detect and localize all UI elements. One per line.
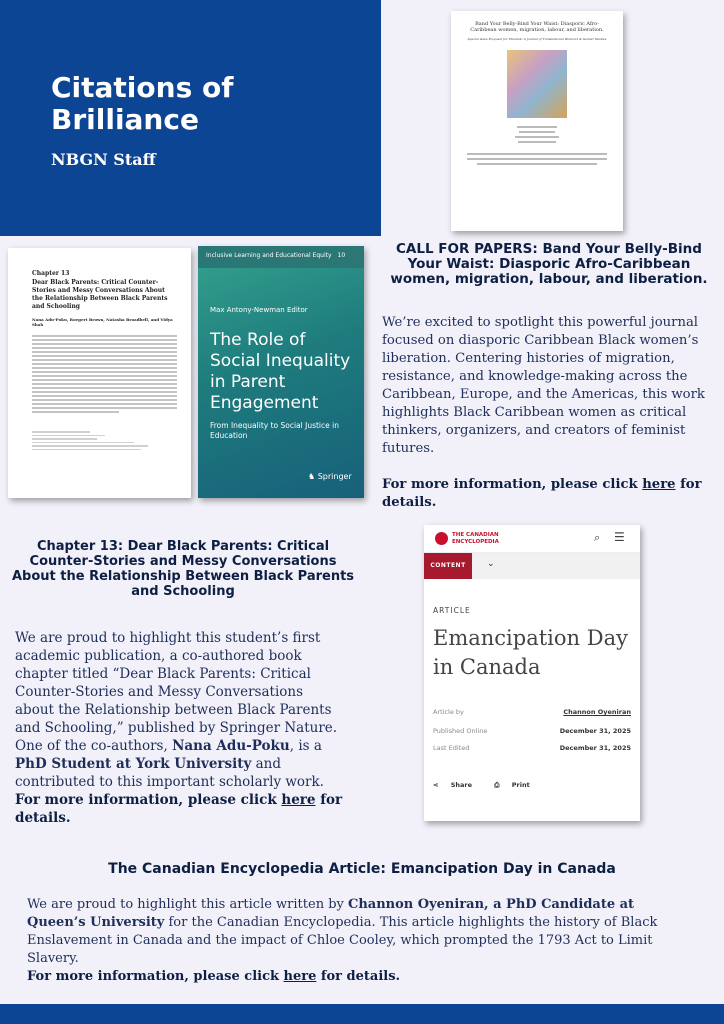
- encyclopedia-more-prefix: For more information, please click: [27, 969, 284, 984]
- published-label: Published Online: [433, 727, 488, 735]
- encyclopedia-heading: The Canadian Encyclopedia Article: Emancipation Day in Canada: [108, 861, 616, 877]
- chevron-down-icon: ⌄: [487, 559, 495, 569]
- logo-line-2: ENCYCLOPEDIA: [452, 538, 499, 545]
- cfp-heading: CALL FOR PAPERS: Band Your Belly-Bind Your Waist: Diasporic Afro-Caribbean women, migration, labour, and liberation.: [390, 241, 708, 287]
- chapter-here-link[interactable]: here: [281, 792, 316, 808]
- meta-published: [433, 727, 631, 735]
- byline: NBGN Staff: [51, 150, 156, 169]
- print-icon: ⎙: [494, 781, 500, 789]
- cfp-more-info: [382, 476, 712, 512]
- chapter-thumb-footnotes: [32, 431, 177, 450]
- chapter-thumbnail[interactable]: [8, 248, 191, 498]
- chapter-section: [15, 629, 346, 827]
- paper-text-lines: [463, 126, 611, 165]
- chapter-more-prefix: For more information, please click: [15, 792, 282, 808]
- hero-banner: [0, 0, 381, 236]
- chapter-body-3: and contributed to this important scholarly work.: [15, 756, 324, 790]
- article-by-value: Channon Oyeniran: [563, 708, 631, 716]
- paper-artwork: [507, 50, 567, 118]
- footer-bar: [0, 1004, 724, 1024]
- chapter-credential: PhD Student at York University: [15, 756, 252, 772]
- meta-article-by: [433, 708, 631, 716]
- cfp-more-suffix: for details.: [382, 477, 702, 510]
- print-action: [494, 781, 539, 789]
- menu-icon: ☰: [614, 530, 625, 544]
- springer-horse-icon: ♞: [308, 472, 316, 481]
- encyclopedia-tabbar: [424, 553, 640, 579]
- cfp-here-link[interactable]: here: [642, 477, 676, 492]
- article-kicker: ARTICLE: [433, 606, 471, 615]
- chapter-body-1: We are proud to highlight this student’s first academic publication, a co-authored book chapter titled “Dear Black Parents: Critical Counter-Stories and Messy Conversations about the Relationship between Black Parents and Schooling,” published by Springer Nature. One of the co-authors,: [15, 630, 338, 754]
- book-series-name: Inclusive Learning and Educational Equity: [206, 252, 332, 259]
- book-series: [198, 246, 364, 268]
- page-title: Citations of Brilliance: [51, 71, 234, 136]
- encyclopedia-body-2: for the Canadian Encyclopedia. This article highlights the history of Black Enslavement in Canada and the impact of Chloe Cooley, which prompted the 1793 Act to Limit Slavery.: [27, 915, 658, 966]
- share-icon: ⋖: [433, 781, 439, 789]
- cfp-more-prefix: For more information, please click: [382, 477, 643, 492]
- search-icon: ⌕: [594, 531, 601, 544]
- encyclopedia-body-1: We are proud to highlight this article written by: [27, 897, 348, 912]
- print-label: Print: [511, 781, 530, 789]
- book-publisher-name: Springer: [317, 472, 352, 481]
- edited-value: December 31, 2025: [559, 744, 631, 752]
- encyclopedia-topbar: [424, 525, 640, 553]
- cfp-paper-thumbnail[interactable]: [451, 11, 623, 231]
- book-title: The Role of Social Inequality in Parent Engagement: [210, 330, 351, 413]
- content-tab: CONTENT: [424, 553, 472, 579]
- encyclopedia-author: Channon Oyeniran, a PhD Candidate at Queen’s University: [27, 897, 635, 930]
- share-label: Share: [450, 781, 473, 789]
- encyclopedia-more-info: [27, 968, 697, 986]
- book-editor: Max Antony-Newman Editor: [210, 306, 308, 314]
- encyclopedia-logo-icon: [435, 532, 448, 545]
- chapter-heading: Chapter 13: Dear Black Parents: Critical Counter-Stories and Messy Conversations About the Relationship Between Black Parents and Schooling: [11, 539, 355, 599]
- chapter-thumb-title: Dear Black Parents: Critical Counter-Stories and Messy Conversations About the Relationship Between Black Parents and Schooling: [32, 279, 168, 310]
- article-actions: [433, 781, 550, 790]
- logo-line-1: THE CANADIAN: [452, 532, 499, 538]
- cfp-body: We’re excited to spotlight this powerful journal focused on diasporic Caribbean Black women’s liberation. Centering histories of migration, resistance, and knowledge-making across the Caribbean, Europe, and the Americas, this work highlights Black Caribbean women as critical thinkers, organizers, and creators of feminist futures.: [382, 315, 705, 456]
- chapter-more-info: [15, 791, 346, 827]
- article-title: Emancipation Day in Canada: [433, 626, 628, 679]
- chapter-more-suffix: for details.: [15, 792, 343, 826]
- encyclopedia-more-suffix: for details.: [316, 969, 401, 984]
- book-volume: 10: [337, 252, 346, 259]
- chapter-thumb-number: Chapter 13: [32, 270, 70, 277]
- chapter-body-2: , is a: [289, 738, 322, 754]
- article-by-label: Article by: [433, 708, 464, 716]
- encyclopedia-section: [27, 896, 697, 986]
- chapter-author: Nana Adu-Poku: [172, 738, 290, 754]
- book-cover[interactable]: [198, 246, 364, 498]
- cfp-section: [382, 314, 712, 512]
- encyclopedia-screenshot[interactable]: [424, 525, 640, 821]
- encyclopedia-here-link[interactable]: here: [283, 969, 317, 984]
- chapter-thumb-authors: Nana Adu-Poku, Roegert Brown, Natasha Broadbell, and Vidya Shah: [32, 317, 173, 327]
- chapter-thumb-abstract: [32, 335, 177, 413]
- encyclopedia-logo: [452, 532, 499, 545]
- book-subtitle: From Inequality to Social Justice in Education: [210, 421, 339, 440]
- meta-last-edited: [433, 744, 631, 752]
- paper-thumb-title: Band Your Belly-Bind Your Waist: Diasporic Afro-Caribbean women, migration, labour, and liberation.: [470, 21, 604, 33]
- book-publisher: [308, 472, 352, 481]
- published-value: December 31, 2025: [559, 727, 631, 735]
- edited-label: Last Edited: [433, 744, 470, 752]
- paper-thumb-subtitle: Special Issue Proposal for: Pluralsk: A Journal of Transnational Women's & Gender Studies: [467, 37, 607, 41]
- share-action: [433, 781, 482, 789]
